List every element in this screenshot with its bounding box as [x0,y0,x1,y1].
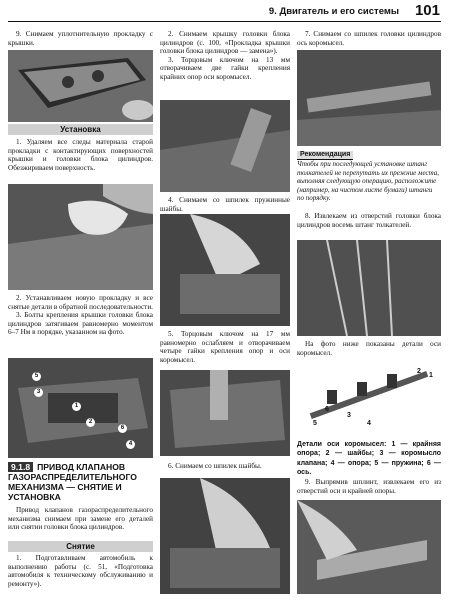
recommendation-box [297,150,441,202]
photo-rocker-shaft [297,50,441,146]
remove-heading: Снятие [8,541,153,552]
step-9-remove-gasket: 9. Снимаем уплотнительную прокладку с крышки. [8,30,153,47]
section-intro: Привод клапанов газораспределительного механизма снимаем при замене его деталей или снятии головки блока цилиндров. [8,506,153,532]
parts-legend: Детали оси коромысел: 1 — крайняя опора; 2 — шайбы; 3 — коромысло клапана; 4 — опора; 5 — пружина; 6 — ось. [297,441,441,477]
photo-valve-cover-gasket [8,50,153,122]
callout-part: 5 [313,420,317,427]
callout-part: 6 [325,406,329,413]
callout-bolt: 1 [72,402,81,411]
callout-bolt: 2 [86,418,95,427]
callout-bolt: 6 [118,424,127,433]
step-2-3: 2. Снимаем крышку головки блока цилиндров (с. 100, «Прокладка крышки головки блока цилиндров — замена»). 3. Торцовым ключом на 13 мм отворачиваем две гайки крепления крайних опор оси коромысел. [160,30,290,81]
section-number: 9.1.8 [8,462,33,472]
callout-part: 2 [417,368,421,375]
photo-washers [160,478,290,594]
photo-13mm-nuts [160,100,290,192]
step-6: 6. Снимаем со шпилек шайбы. [168,462,262,470]
install-steps-2-3: 2. Устанавливаем новую прокладку и все снятые детали в обратной последовательности. 3. Болты крепления крышки головки блока цилиндров затягиваем равномерно моментом 6–7 Нм в порядке, указанном на фото. [8,294,153,337]
photo-spring-washers [160,214,290,326]
callout-bolt: 4 [126,440,135,449]
callout-bolt: 5 [32,372,41,381]
section-heading [8,462,153,502]
step-7: 7. Снимаем со шпилек головки цилиндров ось коромысел. [297,30,441,47]
photo-17mm-nuts [160,370,290,456]
header-rule [8,21,441,22]
remove-step-1: 1. Подготавливаем автомобиль к выполнению работы (с. 51, «Подготовка автомобиля к техническому обслуживанию и ремонту»). [8,554,153,588]
photo-rocker-parts [297,362,441,436]
install-heading: Установка [8,124,153,135]
step-5: 5. Торцовым ключом на 17 мм равномерно ослабляем и отворачиваем четыре гайки крепления опор и оси коромысел. [160,330,290,364]
step-8: 8. Извлекаем из отверстий головки блока цилиндров восемь штанг толкателей. [297,212,441,229]
callout-bolt: 3 [34,388,43,397]
recommendation-title: Рекомендация [297,151,353,160]
photo-note: На фото ниже показаны детали оси коромысел. [297,340,441,357]
recommendation-text: Чтобы при последующей установке штанг толкателей не перепутать их прежние места, выполняя следующую операцию, расположите (например, на чистом листе бумаги) штанги по порядку. [297,160,439,203]
chapter-title: 9. Двигатель и его системы [268,6,399,17]
step-9-cotter-pin: 9. Выпрямив шплинт, извлекаем его из отверстий оси и крайней опоры. [297,478,441,495]
photo-pushrods [297,240,441,336]
callout-part: 1 [429,372,433,379]
page-header [0,0,449,22]
callout-part: 4 [367,420,371,427]
photo-bolt-tightening-order [8,358,153,458]
step-4: 4. Снимаем со шпилек пружинные шайбы. [160,196,290,213]
install-step-1: 1. Удаляем все следы материала старой прокладки с контактирующих поверхностей крышки и головки блока цилиндров. Обезжириваем поверхность. [8,138,153,172]
section-title: ПРИВОД КЛАПАНОВ ГАЗОРАСПРЕДЕЛИТЕЛЬНОГО МЕХАНИЗМА — СНЯТИЕ И УСТАНОВКА [8,462,137,502]
callout-part: 3 [347,412,351,419]
photo-cleaning-surface [8,184,153,290]
photo-cotter-pin [297,500,441,594]
page-number: 101 [414,2,440,19]
